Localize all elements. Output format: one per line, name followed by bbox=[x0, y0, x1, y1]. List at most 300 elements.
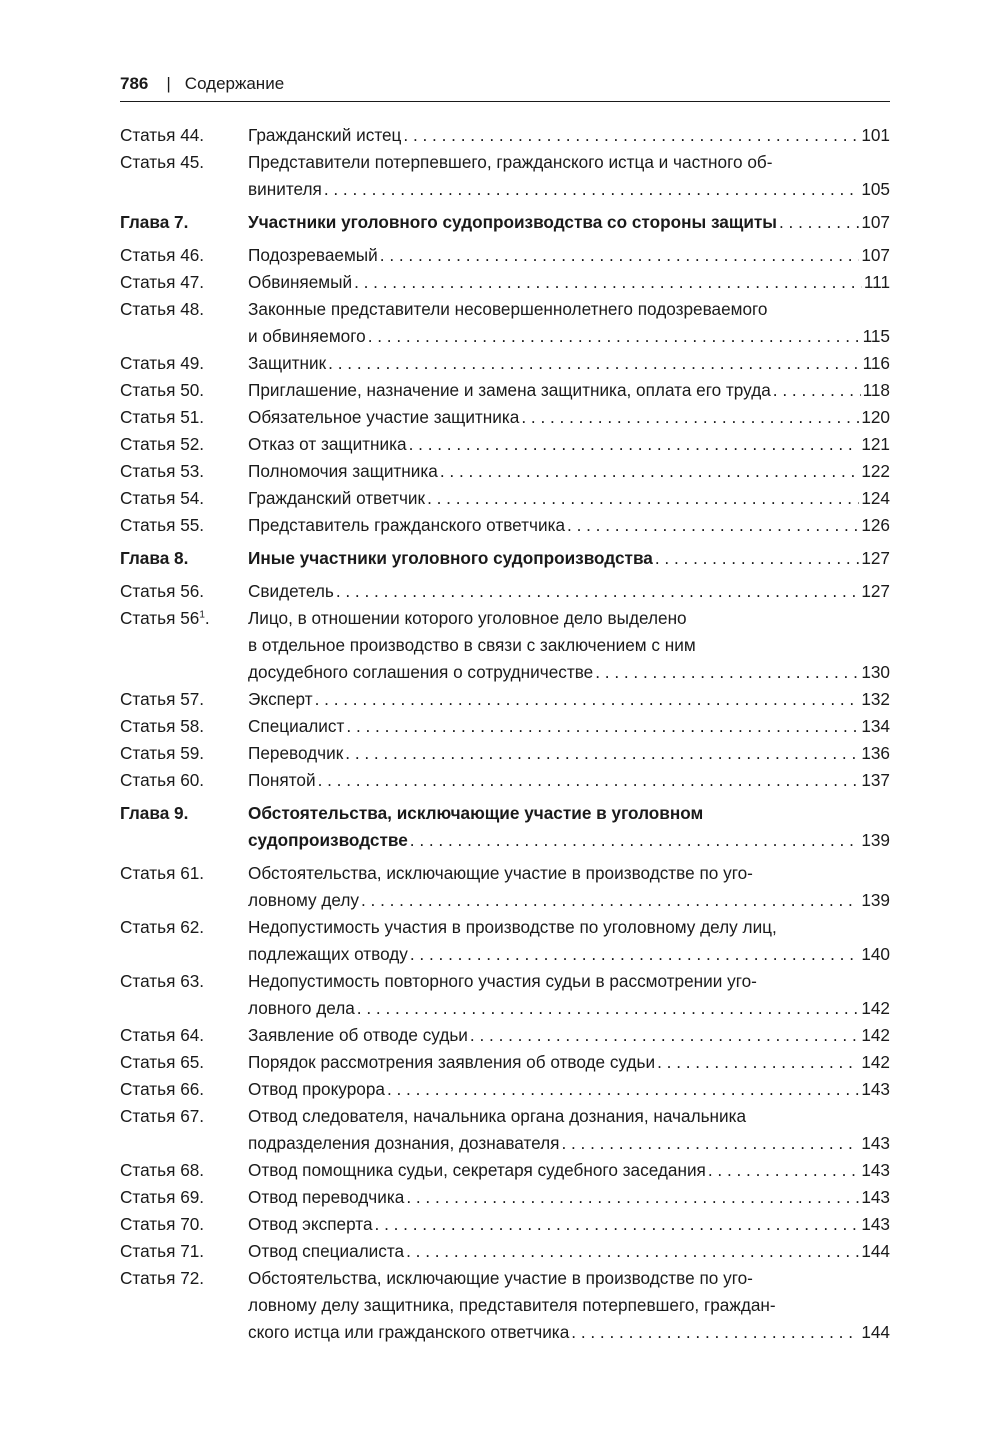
table-of-contents bbox=[120, 122, 890, 1346]
entry-label-word: Статья bbox=[120, 152, 176, 172]
entry-label bbox=[120, 269, 248, 296]
entry-label-word: Статья bbox=[120, 1106, 176, 1126]
toc-article bbox=[120, 578, 890, 605]
entry-label bbox=[120, 242, 248, 269]
entry-title-last-line bbox=[248, 713, 890, 740]
entry-title bbox=[248, 1265, 890, 1346]
entry-title bbox=[248, 512, 890, 539]
dot-leader bbox=[561, 1130, 859, 1157]
entry-label-word: Статья bbox=[120, 1187, 176, 1207]
entry-number: 45. bbox=[180, 152, 205, 172]
dot-leader bbox=[406, 1184, 859, 1211]
entry-title bbox=[248, 767, 890, 794]
entry-title bbox=[248, 149, 890, 203]
entry-label bbox=[120, 431, 248, 458]
toc-article bbox=[120, 242, 890, 269]
entry-number-superscript: 1 bbox=[199, 609, 205, 621]
entry-title-text: ловному делу bbox=[248, 890, 359, 910]
entry-label-word: Статья bbox=[120, 770, 176, 790]
entry-title bbox=[248, 686, 890, 713]
entry-number: 63. bbox=[180, 971, 205, 991]
toc-article bbox=[120, 1238, 890, 1265]
entry-label-word: Статья bbox=[120, 581, 176, 601]
dot-leader bbox=[440, 458, 859, 485]
entry-label-word: Статья bbox=[120, 515, 176, 535]
entry-label-word: Статья bbox=[120, 1214, 176, 1234]
dot-leader bbox=[521, 404, 859, 431]
entry-title-text: Специалист bbox=[248, 716, 345, 736]
toc-article bbox=[120, 404, 890, 431]
entry-title-line: Обстоятельства, исключающие участие в производстве по уго- bbox=[248, 863, 753, 883]
dot-leader bbox=[324, 176, 859, 203]
entry-label bbox=[120, 686, 248, 713]
entry-label-word: Статья bbox=[120, 1025, 176, 1045]
entry-number: 69. bbox=[180, 1187, 205, 1207]
page-ref: 111 bbox=[863, 272, 890, 292]
entry-title-last-line bbox=[248, 887, 890, 914]
entry-title-last-line bbox=[248, 404, 890, 431]
entry-number: 56. bbox=[180, 581, 205, 601]
toc-article bbox=[120, 377, 890, 404]
entry-title-last-line bbox=[248, 1130, 890, 1157]
page-ref: 116 bbox=[862, 353, 890, 373]
entry-title-text: ловного дела bbox=[248, 998, 355, 1018]
entry-label bbox=[120, 296, 248, 323]
entry-title-last-line bbox=[248, 323, 890, 350]
entry-label-word: Статья bbox=[120, 1052, 176, 1072]
entry-label-word: Статья bbox=[120, 407, 176, 427]
entry-title bbox=[248, 485, 890, 512]
entry-label bbox=[120, 485, 248, 512]
entry-title-last-line bbox=[248, 1049, 890, 1076]
entry-title bbox=[248, 578, 890, 605]
page-ref: 118 bbox=[862, 380, 890, 400]
entry-label bbox=[120, 767, 248, 794]
entry-title bbox=[248, 1211, 890, 1238]
toc-article bbox=[120, 458, 890, 485]
entry-title-last-line bbox=[248, 941, 890, 968]
toc-article bbox=[120, 1184, 890, 1211]
entry-number: 59. bbox=[180, 743, 205, 763]
dot-leader bbox=[427, 485, 859, 512]
entry-label bbox=[120, 740, 248, 767]
dot-leader bbox=[345, 740, 859, 767]
entry-number: 68. bbox=[180, 1160, 205, 1180]
dot-leader bbox=[571, 1319, 859, 1346]
entry-title-text: Понятой bbox=[248, 770, 316, 790]
entry-title-line: Недопустимость повторного участия судьи в рассмотрении уго- bbox=[248, 971, 757, 991]
entry-title bbox=[248, 296, 890, 350]
entry-label-word: Статья bbox=[120, 1160, 176, 1180]
page-ref: 127 bbox=[861, 548, 890, 568]
entry-label bbox=[120, 545, 248, 572]
entry-title-text: Переводчик bbox=[248, 743, 344, 763]
entry-label bbox=[120, 578, 248, 605]
entry-title-last-line bbox=[248, 512, 890, 539]
entry-title-last-line bbox=[248, 1022, 890, 1049]
entry-title-last-line bbox=[248, 1319, 890, 1346]
toc-article bbox=[120, 431, 890, 458]
entry-number: 66. bbox=[180, 1079, 205, 1099]
entry-title-last-line bbox=[248, 1076, 890, 1103]
entry-title bbox=[248, 431, 890, 458]
dot-leader bbox=[387, 1076, 859, 1103]
entry-title bbox=[248, 1238, 890, 1265]
entry-number: 50. bbox=[180, 380, 205, 400]
entry-title bbox=[248, 860, 890, 914]
entry-title-last-line bbox=[248, 827, 890, 854]
entry-title-last-line bbox=[248, 659, 890, 686]
entry-label-word: Глава bbox=[120, 212, 170, 232]
entry-label bbox=[120, 605, 248, 632]
entry-title-last-line bbox=[248, 740, 890, 767]
entry-label bbox=[120, 1184, 248, 1211]
dot-leader bbox=[354, 269, 862, 296]
entry-title-text: подразделения дознания, дознавателя bbox=[248, 1133, 560, 1153]
entry-title-text: Порядок рассмотрения заявления об отводе судьи bbox=[248, 1052, 656, 1072]
entry-title-text: досудебного соглашения о сотрудничестве bbox=[248, 662, 594, 682]
entry-label-word: Статья bbox=[120, 971, 176, 991]
entry-title bbox=[248, 1157, 890, 1184]
dot-leader bbox=[315, 686, 860, 713]
entry-title-last-line bbox=[248, 578, 890, 605]
toc-article bbox=[120, 1049, 890, 1076]
toc-article bbox=[120, 713, 890, 740]
entry-label-word: Статья bbox=[120, 353, 176, 373]
entry-title bbox=[248, 122, 890, 149]
entry-label-word: Глава bbox=[120, 548, 170, 568]
entry-title bbox=[248, 713, 890, 740]
entry-label bbox=[120, 122, 248, 149]
toc-article bbox=[120, 350, 890, 377]
entry-title bbox=[248, 914, 890, 968]
entry-number: 52. bbox=[180, 434, 205, 454]
entry-label-word: Статья bbox=[120, 272, 176, 292]
entry-label bbox=[120, 1049, 248, 1076]
entry-title-line: Лицо, в отношении которого уголовное дело выделено bbox=[248, 608, 687, 628]
page-ref: 127 bbox=[861, 581, 890, 601]
entry-title bbox=[248, 1103, 890, 1157]
entry-title-text: Представитель гражданского ответчика bbox=[248, 515, 566, 535]
entry-title-line: Обстоятельства, исключающие участие в производстве по уго- bbox=[248, 1268, 753, 1288]
entry-number: 9. bbox=[174, 803, 189, 823]
dot-leader bbox=[595, 659, 859, 686]
entry-label-word: Статья bbox=[120, 1079, 176, 1099]
page-ref: 142 bbox=[861, 1052, 890, 1072]
entry-title bbox=[248, 545, 890, 572]
entry-title-last-line bbox=[248, 995, 890, 1022]
entry-label bbox=[120, 800, 248, 827]
entry-title-text: судопроизводстве bbox=[248, 830, 408, 850]
toc-article bbox=[120, 512, 890, 539]
page-number: 786 bbox=[120, 73, 149, 93]
entry-label-word: Статья bbox=[120, 743, 176, 763]
entry-title-last-line bbox=[248, 545, 890, 572]
entry-title-line: Обстоятельства, исключающие участие в уголовном bbox=[248, 803, 704, 823]
header-separator: | bbox=[166, 73, 171, 93]
entry-title-text: Отказ от защитника bbox=[248, 434, 407, 454]
entry-label-word: Глава bbox=[120, 803, 170, 823]
entry-title-text: Обязательное участие защитника bbox=[248, 407, 520, 427]
entry-title-last-line bbox=[248, 431, 890, 458]
entry-number: 70. bbox=[180, 1214, 205, 1234]
toc-article bbox=[120, 1211, 890, 1238]
entry-title-text: Гражданский ответчик bbox=[248, 488, 426, 508]
toc-article bbox=[120, 740, 890, 767]
dot-leader bbox=[361, 887, 859, 914]
entry-label bbox=[120, 1103, 248, 1130]
entry-label-word: Статья bbox=[120, 299, 176, 319]
entry-number: 47. bbox=[180, 272, 205, 292]
page-ref: 143 bbox=[861, 1214, 890, 1234]
entry-title-text: и обвиняемого bbox=[248, 326, 366, 346]
entry-label-word: Статья bbox=[120, 461, 176, 481]
entry-title-text: винителя bbox=[248, 179, 322, 199]
entry-title-text: Отвод эксперта bbox=[248, 1214, 373, 1234]
entry-title-text: Гражданский истец bbox=[248, 125, 402, 145]
entry-title-last-line bbox=[248, 242, 890, 269]
entry-label bbox=[120, 713, 248, 740]
entry-label bbox=[120, 1022, 248, 1049]
entry-number: 57. bbox=[180, 689, 205, 709]
entry-title-text: Отвод прокурора bbox=[248, 1079, 385, 1099]
dot-leader bbox=[657, 1049, 859, 1076]
entry-title-text: Обвиняемый bbox=[248, 272, 353, 292]
entry-title-line: Законные представители несовершеннолетнего подозреваемого bbox=[248, 299, 768, 319]
entry-title-last-line bbox=[248, 377, 890, 404]
page-ref: 107 bbox=[861, 212, 890, 232]
entry-title-last-line bbox=[248, 1157, 890, 1184]
entry-title-last-line bbox=[248, 1184, 890, 1211]
dot-leader bbox=[410, 941, 859, 968]
dot-leader bbox=[409, 431, 860, 458]
page-ref: 130 bbox=[861, 662, 890, 682]
page-ref: 143 bbox=[861, 1079, 890, 1099]
entry-label bbox=[120, 1238, 248, 1265]
toc-chapter bbox=[120, 545, 890, 572]
entry-title-last-line bbox=[248, 122, 890, 149]
entry-title bbox=[248, 968, 890, 1022]
toc-article bbox=[120, 149, 890, 203]
entry-label-word: Статья bbox=[120, 1241, 176, 1261]
entry-number: 55. bbox=[180, 515, 205, 535]
entry-label bbox=[120, 914, 248, 941]
entry-number: 54. bbox=[180, 488, 205, 508]
entry-label bbox=[120, 968, 248, 995]
entry-title bbox=[248, 1076, 890, 1103]
entry-title-last-line bbox=[248, 458, 890, 485]
page-ref: 137 bbox=[861, 770, 890, 790]
entry-label-word: Статья bbox=[120, 380, 176, 400]
dot-leader bbox=[357, 995, 860, 1022]
entry-label bbox=[120, 149, 248, 176]
page-ref: 142 bbox=[861, 1025, 890, 1045]
entry-title-last-line bbox=[248, 350, 890, 377]
toc-chapter bbox=[120, 800, 890, 854]
page-ref: 144 bbox=[861, 1322, 890, 1342]
entry-title-last-line bbox=[248, 686, 890, 713]
entry-number: 65. bbox=[180, 1052, 205, 1072]
entry-label bbox=[120, 512, 248, 539]
entry-title-text: Отвод помощника судьи, секретаря судебного заседания bbox=[248, 1160, 706, 1180]
entry-title-text: Иные участники уголовного судопроизводства bbox=[248, 548, 653, 568]
entry-title bbox=[248, 377, 890, 404]
page-ref: 121 bbox=[861, 434, 890, 454]
toc-article bbox=[120, 1265, 890, 1346]
page-ref: 120 bbox=[861, 407, 890, 427]
entry-title-text: Заявление об отводе судьи bbox=[248, 1025, 468, 1045]
toc-article bbox=[120, 296, 890, 350]
page-ref: 105 bbox=[861, 179, 890, 199]
toc-article bbox=[120, 269, 890, 296]
entry-number: 53. bbox=[180, 461, 205, 481]
entry-title bbox=[248, 740, 890, 767]
dot-leader bbox=[655, 545, 859, 572]
entry-title-text: ского истца или гражданского ответчика bbox=[248, 1322, 570, 1342]
entry-title-line: Представители потерпевшего, гражданского истца и частного об- bbox=[248, 152, 773, 172]
entry-title-last-line bbox=[248, 269, 890, 296]
toc-article bbox=[120, 860, 890, 914]
entry-number: 8. bbox=[174, 548, 189, 568]
entry-title bbox=[248, 209, 890, 236]
entry-label bbox=[120, 1076, 248, 1103]
entry-label bbox=[120, 209, 248, 236]
page-ref: 140 bbox=[861, 944, 890, 964]
dot-leader bbox=[708, 1157, 859, 1184]
dot-leader bbox=[779, 209, 859, 236]
entry-title-line: Недопустимость участия в производстве по уголовному делу лиц, bbox=[248, 917, 777, 937]
entry-label-word: Статья bbox=[120, 434, 176, 454]
page-header bbox=[120, 66, 890, 102]
toc-article bbox=[120, 1022, 890, 1049]
entry-title-text: Эксперт bbox=[248, 689, 313, 709]
entry-number: 58. bbox=[180, 716, 205, 736]
dot-leader bbox=[380, 242, 860, 269]
entry-number: 64. bbox=[180, 1025, 205, 1045]
entry-number: 60. bbox=[180, 770, 205, 790]
entry-title-line: Отвод следователя, начальника органа дознания, начальника bbox=[248, 1106, 747, 1126]
page-ref: 134 bbox=[861, 716, 890, 736]
entry-title-line: ловному делу защитника, представителя потерпевшего, граждан- bbox=[248, 1295, 776, 1315]
entry-label-word: Статья bbox=[120, 1268, 176, 1288]
toc-article bbox=[120, 767, 890, 794]
entry-number: 71. bbox=[180, 1241, 205, 1261]
dot-leader bbox=[336, 578, 860, 605]
entry-title-text: Приглашение, назначение и замена защитника, оплата его труда bbox=[248, 380, 771, 400]
toc-article bbox=[120, 968, 890, 1022]
page-ref: 143 bbox=[861, 1160, 890, 1180]
entry-number: 61. bbox=[180, 863, 205, 883]
toc-article bbox=[120, 605, 890, 686]
entry-label-word: Статья bbox=[120, 917, 176, 937]
entry-number: 48. bbox=[180, 299, 205, 319]
entry-title bbox=[248, 404, 890, 431]
entry-label bbox=[120, 458, 248, 485]
entry-title-last-line bbox=[248, 1238, 890, 1265]
entry-label bbox=[120, 350, 248, 377]
dot-leader bbox=[346, 713, 859, 740]
entry-number: 46. bbox=[180, 245, 205, 265]
page-ref: 142 bbox=[861, 998, 890, 1018]
page-ref: 124 bbox=[861, 488, 890, 508]
dot-leader bbox=[410, 827, 860, 854]
entry-label bbox=[120, 377, 248, 404]
toc-article bbox=[120, 1103, 890, 1157]
page-ref: 107 bbox=[861, 245, 890, 265]
entry-title bbox=[248, 1022, 890, 1049]
entry-label bbox=[120, 860, 248, 887]
dot-leader bbox=[318, 767, 860, 794]
dot-leader bbox=[403, 122, 859, 149]
entry-label bbox=[120, 1211, 248, 1238]
entry-title-last-line bbox=[248, 209, 890, 236]
dot-leader bbox=[567, 512, 859, 539]
toc-article bbox=[120, 485, 890, 512]
entry-title bbox=[248, 350, 890, 377]
dot-leader bbox=[470, 1022, 859, 1049]
entry-label-word: Статья bbox=[120, 716, 176, 736]
page-ref: 115 bbox=[862, 326, 890, 346]
entry-title-text: Отвод переводчика bbox=[248, 1187, 405, 1207]
toc-article bbox=[120, 1076, 890, 1103]
page-ref: 136 bbox=[861, 743, 890, 763]
entry-title-text: Отвод специалиста bbox=[248, 1241, 405, 1261]
entry-label-word: Статья bbox=[120, 689, 176, 709]
entry-title bbox=[248, 605, 890, 686]
page-ref: 101 bbox=[861, 125, 890, 145]
toc-article bbox=[120, 686, 890, 713]
entry-title bbox=[248, 1049, 890, 1076]
entry-title-text: Полномочия защитника bbox=[248, 461, 438, 481]
entry-number: 44. bbox=[180, 125, 205, 145]
entry-label bbox=[120, 404, 248, 431]
entry-title bbox=[248, 242, 890, 269]
toc-article bbox=[120, 914, 890, 968]
entry-title bbox=[248, 800, 890, 854]
entry-label-word: Статья bbox=[120, 125, 176, 145]
entry-title-last-line bbox=[248, 1211, 890, 1238]
entry-label-word: Статья bbox=[120, 608, 176, 628]
page-ref: 122 bbox=[861, 461, 890, 481]
entry-title-text: подлежащих отводу bbox=[248, 944, 408, 964]
entry-title-text: Участники уголовного судопроизводства со стороны защиты bbox=[248, 212, 777, 232]
header-title: Содержание bbox=[184, 73, 285, 93]
entry-number: 51. bbox=[180, 407, 205, 427]
entry-label bbox=[120, 1157, 248, 1184]
entry-title bbox=[248, 1184, 890, 1211]
toc-article bbox=[120, 122, 890, 149]
page-ref: 143 bbox=[861, 1133, 890, 1153]
entry-title-last-line bbox=[248, 767, 890, 794]
entry-title bbox=[248, 269, 890, 296]
page-ref: 139 bbox=[861, 890, 890, 910]
page-ref: 139 bbox=[861, 830, 890, 850]
page-ref: 143 bbox=[861, 1187, 890, 1207]
dot-leader bbox=[368, 323, 861, 350]
entry-number: 67. bbox=[180, 1106, 205, 1126]
toc-chapter bbox=[120, 209, 890, 236]
entry-label-word: Статья bbox=[120, 863, 176, 883]
page-ref: 126 bbox=[861, 515, 890, 535]
entry-number: 7. bbox=[174, 212, 189, 232]
dot-leader bbox=[328, 350, 860, 377]
entry-number: 56 bbox=[180, 608, 200, 628]
toc-article bbox=[120, 1157, 890, 1184]
entry-label-word: Статья bbox=[120, 245, 176, 265]
entry-number: 49. bbox=[180, 353, 205, 373]
entry-title-last-line bbox=[248, 485, 890, 512]
entry-title-text: Свидетель bbox=[248, 581, 334, 601]
